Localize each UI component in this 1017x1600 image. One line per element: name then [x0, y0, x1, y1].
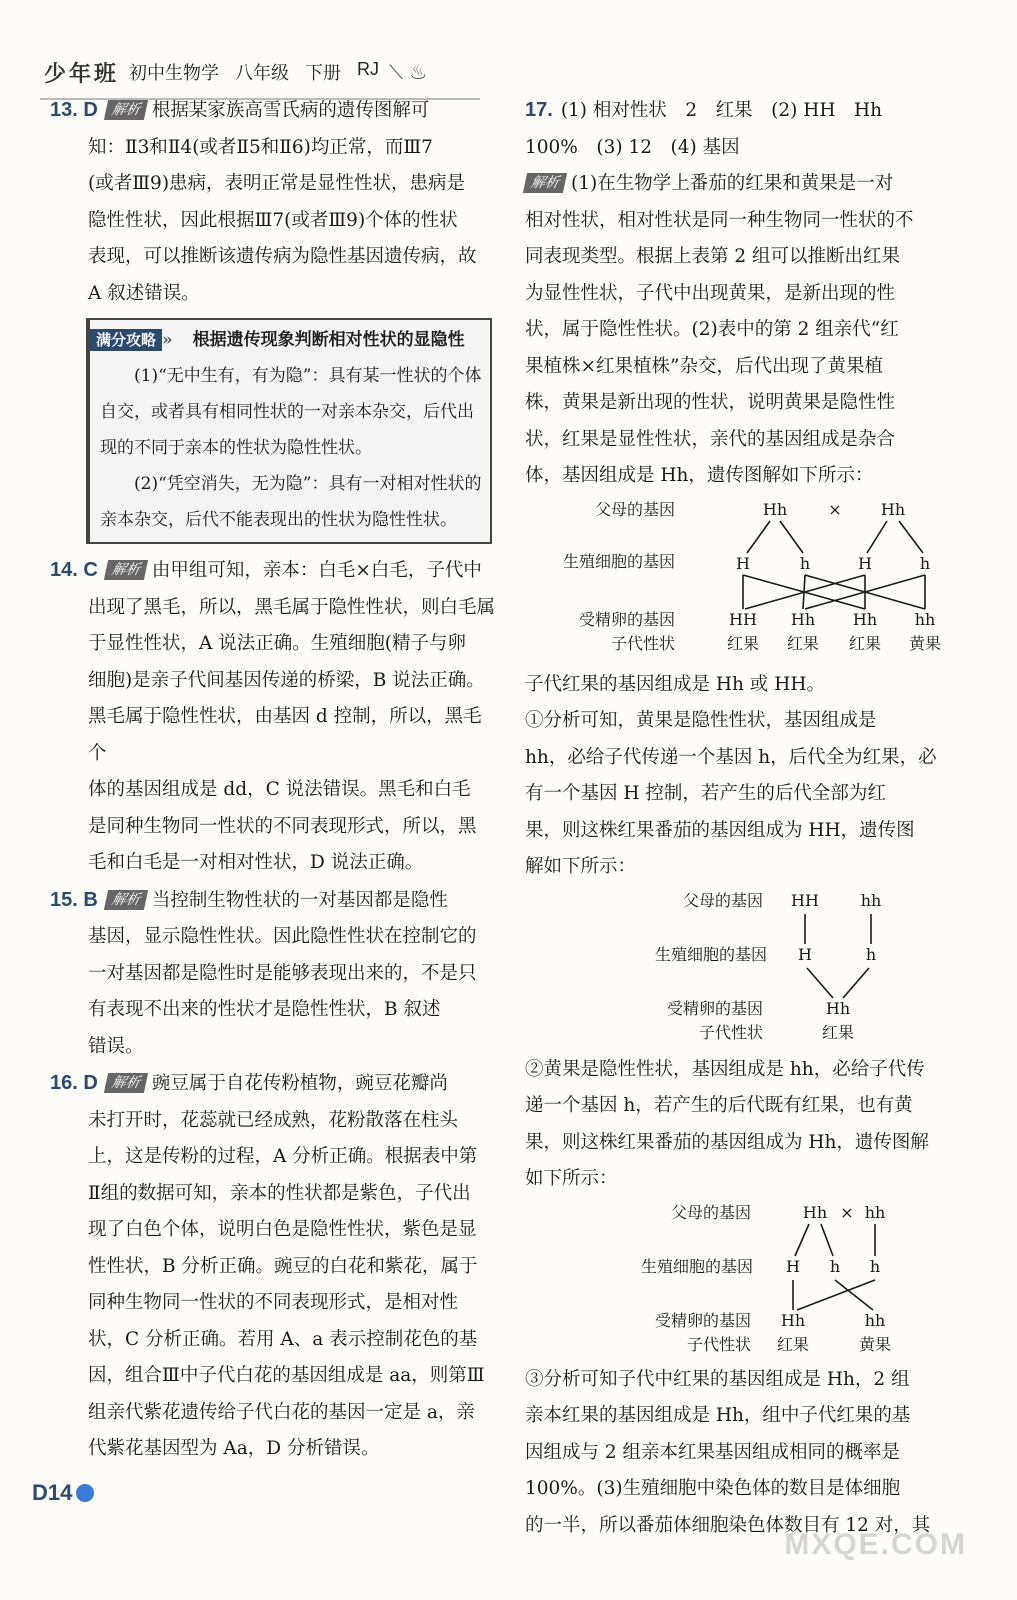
right-column: [525, 92, 977, 1544]
text-line: 状，属于隐性性状。(2)表中的第 2 组亲代“红: [525, 319, 899, 340]
left-column: [50, 92, 498, 1468]
parent-genotype: Hh: [802, 1202, 828, 1222]
text-line: 状，红果是显性性状，亲代的基因组成是杂合: [525, 428, 896, 450]
inheritance-diagram-3: [525, 1200, 977, 1360]
text-line: 果，则这株红果番茄的基因组成为 Hh，遗传图解: [525, 1131, 929, 1153]
label-zygote: 受精卵的基因: [578, 609, 675, 629]
text-line: 递一个基因 h，若产生的后代既有红果，也有黄: [525, 1095, 913, 1116]
arrow-line: [821, 1224, 833, 1256]
page-header: [44, 52, 427, 92]
arrow-line: [747, 521, 770, 553]
text-line: 同表现类型。根据上表第 2 组可以推断出红果: [525, 246, 901, 267]
zygote: hh: [914, 609, 936, 629]
label-zygote: 受精卵的基因: [666, 998, 763, 1018]
arrow-line: [797, 1280, 875, 1310]
text-line: 一对基因都是隐性时是能够表现出来的，不是只: [88, 962, 477, 984]
trait: 红果: [821, 1022, 855, 1042]
analysis-tag: 解析: [104, 560, 148, 580]
brand-logo: 少年班: [44, 61, 120, 87]
text-line: 因，组合Ⅲ中子代白花的基因组成是 aa，则第Ⅲ: [88, 1365, 485, 1386]
deco-swirl-icon: ⟍ ♨: [389, 60, 428, 84]
trait: 黄果: [908, 633, 942, 653]
parent-genotype: hh: [860, 890, 882, 910]
question-number: 13. D: [50, 99, 98, 121]
text-line: 体，基因组成是 Hh，遗传图解如下所示：: [525, 465, 874, 486]
text-line: 相对性状，相对性状是同一种生物同一性状的不: [525, 209, 914, 231]
analysis-tag: 解析: [523, 173, 567, 193]
text-line: 表现，可以推断该遗传病为隐性基因遗传病，故: [88, 246, 477, 267]
text-line: ②黄果是隐性性状，基因组成是 hh，必给子代传: [525, 1058, 925, 1080]
zygote: Hh: [825, 998, 851, 1018]
text-line: 如下所示：: [525, 1168, 618, 1189]
zygote: Hh: [852, 609, 878, 629]
gamete: h: [919, 553, 931, 573]
tip-box: [86, 318, 492, 544]
text-line: 状，C 分析正确。若用 A、a 表示控制花色的基: [88, 1328, 478, 1350]
arrow-line: [795, 1224, 809, 1256]
answer-line: (1) 相对性状 2 红果 (2) HH Hh: [560, 100, 883, 121]
analysis-tag: 解析: [104, 890, 148, 910]
text-line: 黑毛属于隐性性状，由基因 d 控制，所以，黑毛个: [88, 706, 482, 764]
text-line: 有表现不出来的性状才是隐性性状，B 叙述: [88, 999, 441, 1020]
edition: RJ: [357, 59, 380, 79]
text-line: hh，必给子代传递一个基因 h，后代全为红果，必: [525, 746, 937, 768]
text-line: Ⅱ组的数据可知，亲本的性状都是紫色，子代出: [88, 1182, 471, 1204]
text-line: 由甲组可知，亲本：白毛×白毛，子代中: [151, 560, 482, 581]
text-line: 代紫花基因型为 Aa，D 分析错误。: [88, 1438, 380, 1459]
text-line: 隐性性状，因此根据Ⅲ7(或者Ⅲ9)个体的性状: [88, 209, 458, 231]
text-line: 错误。: [88, 1035, 144, 1057]
gamete: H: [858, 553, 872, 573]
tip-title: 根据遗传现象判断相对性状的显隐性: [192, 330, 465, 350]
text-line: A 叙述错误。: [88, 282, 200, 304]
question-17: [525, 92, 977, 1544]
text-line: 因组成与 2 组亲本红果基因组成相同的概率是: [525, 1441, 901, 1463]
text-line: 毛和白毛是一对相对性状，D 说法正确。: [88, 852, 424, 873]
gamete: H: [786, 1256, 800, 1276]
text-line: 是同种生物同一性状的不同表现形式，所以，黑: [88, 815, 477, 837]
volume: 下册: [305, 63, 342, 84]
cross-symbol: ×: [840, 1202, 854, 1222]
tip-paragraph: (2)“凭空消失，无为隐”：具有一对相对性状的亲本杂交，后代不能表现出的性状为隐性性状。: [100, 474, 482, 530]
question-15: [50, 882, 498, 1066]
tip-badge: 满分攻略: [90, 329, 162, 351]
analysis-tag: 解析: [104, 100, 148, 120]
text-line: 上，这是传粉的过程，A 分析正确。根据表中第: [88, 1146, 478, 1167]
gamete: h: [829, 1256, 841, 1276]
text-line: ③分析可知子代中红果的基因组成是 Hh，2 组: [525, 1368, 910, 1390]
question-16: [50, 1065, 498, 1468]
arrow-line: [867, 521, 887, 553]
zygote: Hh: [790, 609, 816, 629]
label-parents: 父母的基因: [682, 890, 763, 910]
parent-genotype: HH: [791, 890, 819, 910]
zygote: Hh: [780, 1310, 806, 1330]
question-number: 15. B: [50, 888, 98, 911]
text-line: 为显性性状，子代中出现黄果，是新出现的性: [525, 282, 896, 304]
parent-genotype: hh: [864, 1202, 886, 1222]
text-line: 100%。(3)生殖细胞中染色体的数目是体细胞: [525, 1478, 901, 1499]
tip-paragraph: (1)“无中生有，有为隐”：具有某一性状的个体自交，或者具有相同性状的一对亲本杂交，后代出现的不同于亲本的性状为隐性性状。: [100, 366, 482, 458]
text-line: 有一个基因 H 控制，若产生的后代全部为红: [525, 783, 886, 804]
trait: 红果: [786, 633, 820, 653]
text-line: 的一半，所以番茄体细胞染色体数目有 12 对，其: [525, 1514, 931, 1536]
text-line: ①分析可知，黄果是隐性性状，基因组成是: [525, 710, 877, 731]
gamete: h: [799, 553, 811, 573]
label-gametes: 生殖细胞的基因: [640, 1256, 753, 1276]
question-number: 16. D: [50, 1072, 98, 1094]
label-zygote: 受精卵的基因: [654, 1310, 751, 1330]
question-number: 17.: [525, 99, 553, 121]
arrow-line: [843, 968, 869, 998]
inheritance-diagram-2: [525, 888, 977, 1050]
question-13: [50, 92, 498, 312]
text-line: (或者Ⅲ9)患病，表明正常是显性性状，患病是: [88, 173, 466, 194]
label-offspring: 子代性状: [686, 1334, 751, 1354]
trait: 红果: [776, 1334, 810, 1354]
text-line: 基因，显示隐性性状。因此隐性性状在控制它的: [88, 926, 477, 947]
text-line: 同种生物同一性状的不同表现形式，是相对性: [88, 1292, 459, 1313]
gamete: H: [736, 553, 750, 573]
text-line: 出现了黑毛，所以，黑毛属于隐性性状，则白毛属: [88, 596, 496, 618]
text-line: 果，则这株红果番茄的基因组成为 HH，遗传图: [525, 819, 915, 841]
header-meta: [129, 59, 379, 85]
gamete: h: [865, 944, 877, 964]
trait: 红果: [848, 633, 882, 653]
arrow-line: [807, 968, 833, 998]
answer-line: 100% (3) 12 (4) 基因: [525, 136, 740, 158]
text-line: 知：Ⅱ3和Ⅱ4(或者Ⅱ5和Ⅱ6)均正常，而Ⅲ7: [88, 136, 433, 158]
page-footer: [32, 1480, 94, 1506]
page-circle-icon: [76, 1484, 94, 1502]
label-offspring: 子代性状: [610, 633, 675, 653]
zygote: hh: [864, 1310, 886, 1330]
arrow-line: [780, 521, 803, 553]
label-parents: 父母的基因: [594, 499, 675, 519]
text-line: 未打开时，花蕊就已经成熟，花粉散落在柱头: [88, 1109, 459, 1131]
text-line: 解如下所示：: [525, 856, 637, 877]
text-line: 细胞)是亲子代间基因传递的桥梁，B 说法正确。: [88, 669, 485, 691]
gamete: H: [798, 944, 812, 964]
cross-symbol: ×: [828, 499, 842, 519]
label-gametes: 生殖细胞的基因: [654, 944, 767, 964]
text-line: 亲本红果的基因组成是 Hh，组中子代红果的基: [525, 1405, 911, 1426]
question-14: [50, 552, 498, 882]
inheritance-diagram-1: [525, 497, 977, 665]
text-line: 组亲代紫花遗传给子代白花的基因一定是 a，亲: [88, 1401, 475, 1423]
text-line: 豌豆属于自花传粉植物，豌豆花瓣尚: [151, 1073, 448, 1094]
watermark: MXQE.COM: [784, 1528, 967, 1561]
double-chevron-icon: »: [162, 330, 173, 350]
text-line: 子代红果的基因组成是 Hh 或 HH。: [525, 673, 825, 695]
text-line: 于显性性状，A 说法正确。生殖细胞(精子与卵: [88, 633, 466, 654]
label-gametes: 生殖细胞的基因: [562, 551, 675, 571]
parent-genotype: Hh: [762, 499, 788, 519]
text-line: 株，黄果是新出现的性状，说明黄果是隐性性: [525, 392, 896, 413]
parent-genotype: Hh: [880, 499, 906, 519]
arrow-line: [835, 1280, 873, 1310]
text-line: 当控制生物性状的一对基因都是隐性: [151, 889, 448, 911]
text-line: 果植株×红果植株”杂交，后代出现了黄果植: [525, 355, 883, 377]
arrow-line: [899, 521, 923, 553]
gamete: h: [869, 1256, 881, 1276]
trait: 红果: [726, 633, 760, 653]
grade: 八年级: [235, 63, 290, 84]
zygote: HH: [729, 609, 757, 629]
label-parents: 父母的基因: [670, 1202, 751, 1222]
page-number: D14: [32, 1480, 73, 1505]
text-line: 性性状，B 分析正确。豌豆的白花和紫花，属于: [88, 1255, 478, 1277]
label-offspring: 子代性状: [698, 1022, 763, 1042]
analysis-tag: 解析: [104, 1073, 148, 1093]
text-line: (1)在生物学上番茄的红果和黄果是一对: [571, 173, 894, 194]
text-line: 根据某家族高雪氏病的遗传图解可: [151, 100, 430, 121]
text-line: 体的基因组成是 dd，C 说法错误。黑毛和白毛: [88, 779, 471, 800]
question-number: 14. C: [50, 559, 98, 581]
text-line: 现了白色个体，说明白色是隐性性状，紫色是显: [88, 1219, 477, 1240]
subject: 初中生物学: [129, 63, 220, 84]
trait: 黄果: [858, 1334, 892, 1354]
